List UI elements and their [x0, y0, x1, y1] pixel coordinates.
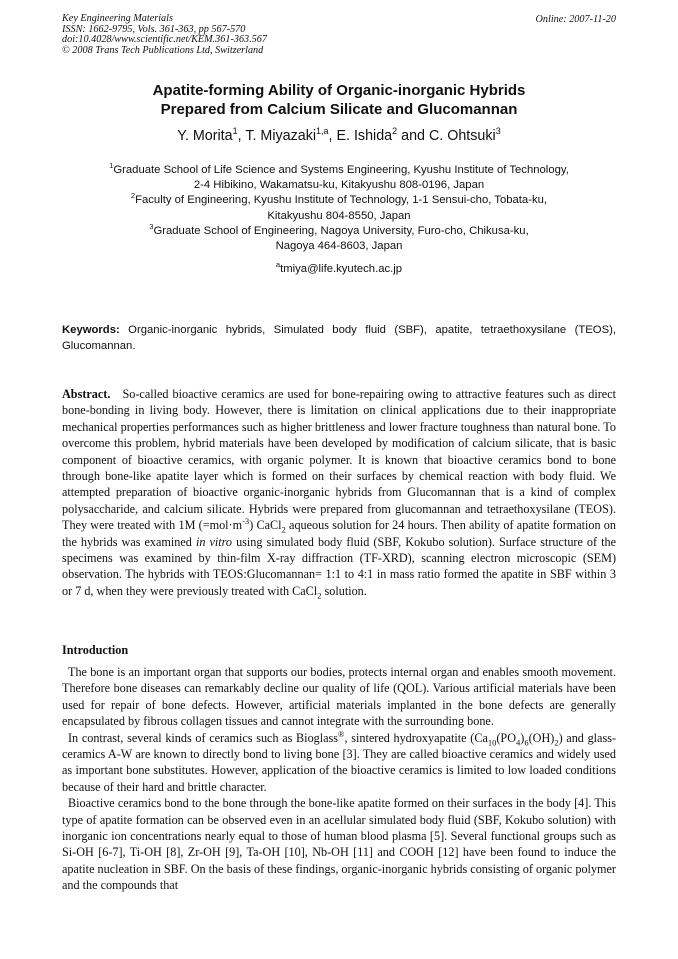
keywords-label: Keywords:: [62, 324, 120, 336]
abstract-sup-1: -3: [242, 516, 250, 527]
affiliation-2: [62, 193, 616, 223]
abstract-text-2: ) CaCl: [249, 518, 282, 533]
intro-p2-text-f: ) and glass-ceramics A-W are known to directly bond to living bone [3]. They are called bioactive ceramics and widely used as important bone substitutes. However, application of the bioactive ceramics is limited to low loaded conditions because of their hard and brittle character.: [62, 730, 617, 794]
online-date: Online: 2007-11-20: [535, 14, 616, 25]
author-and: and: [401, 128, 425, 144]
corresponding-email: [62, 260, 616, 275]
abstract-sub-2: 2: [317, 590, 322, 601]
intro-p2-text-c: (PO: [496, 730, 517, 745]
affiliation-2-line-2: Kitakyushu 804-8550, Japan: [267, 209, 411, 222]
affiliation-list: [62, 163, 616, 254]
journal-name: Key Engineering Materials: [62, 13, 173, 24]
keywords-text: Organic-inorganic hybrids, Simulated body fluid (SBF), apatite, tetraethoxysilane (TEOS), Glucomannan.: [62, 324, 617, 352]
abstract-paragraph: [62, 386, 616, 599]
email-address[interactable]: tmiya@life.kyutech.ac.jp: [280, 263, 403, 275]
introduction-body: [62, 664, 616, 894]
affiliation-1-line-1: Graduate School of Life Science and Systems Engineering, Kyushu Institute of Technology,: [113, 164, 569, 176]
intro-paragraph-2: [62, 730, 616, 796]
registered-mark: ®: [338, 728, 345, 739]
journal-issn: ISSN: 1662-9795, Vols. 361-363, pp 567-570: [62, 23, 246, 35]
author-3: E. Ishida: [336, 128, 393, 144]
intro-paragraph-3: Bioactive ceramics bond to the bone through the bone-like apatite formed on their surfaces in the body [4]. This type of apatite formation can be observed even in an acellular simulated body fluid (SBF, Kokubo solution) with inorganic ion concentrations nearly equal to those of human blood plasma [5]. Several functional groups such as Si-OH [6-7], Ti-OH [8], Zr-OH [9], Ta-OH [10], Nb-OH [11] and COOH [12] have been found to induce the apatite nucleation in SBF. On the basis of these findings, organic-inorganic hybrids consisting of organic polymer and the compounds that: [62, 796, 616, 893]
intro-p2-text-d: ): [520, 730, 525, 745]
abstract-text-1: So-called bioactive ceramics are used for bone-repairing owing to attractive features such as direct bone-bonding in living body. However, there is limitation on clinical applications due to their inappropriate mechanical properties performances such as higher brittleness and lower fracture toughness than natural bone. To overcome this problem, hybrid materials have been developed by modification of calcium silicate, that is basic component of bioactive ceramics, with organic polymer. It is known that bioactive ceramics bond to bone through bone-like apatite layer which is formed on their surfaces by chemical reaction with body fluid. We attempted preparation of bioactive organic-inorganic hybrids from Glucomannan that is a kind of complex polysaccharide, and calcium silicate. Hybrids were prepared from glucomannan and tetraethoxysilane (TEOS). They were treated with 1M (=mol·m: [62, 387, 617, 533]
affiliation-1-sup: 1: [109, 161, 114, 171]
affiliation-2-line-1: Faculty of Engineering, Kyushu Institute of Technology, 1-1 Sensui-cho, Tobata-ku,: [135, 194, 548, 207]
affiliation-1-line-2: 2-4 Hibikino, Wakamatsu-ku, Kitakyushu 808-0196, Japan: [193, 179, 485, 192]
abstract-italic: in vitro: [195, 534, 233, 549]
email-sup: a: [275, 260, 281, 270]
affiliation-3-sup: 3: [149, 222, 154, 232]
abstract-text-5: solution.: [321, 583, 367, 598]
intro-p2-sub-1: 10: [487, 737, 497, 748]
intro-p2-text-a: In contrast, several kinds of ceramics such as Bioglass: [68, 730, 339, 745]
keywords: [62, 322, 616, 354]
affiliation-3: [62, 224, 616, 254]
affiliation-2-sup: 2: [130, 191, 136, 201]
author-1: Y. Morita: [177, 128, 233, 144]
intro-p2-sub-4: 2: [554, 737, 559, 748]
affiliation-3-line-1: Graduate School of Engineering, Nagoya University, Furo-cho, Chikusa-ku,: [153, 224, 529, 237]
affiliation-1: [62, 163, 616, 193]
paper-title: [62, 82, 616, 119]
author-4-sup: 3: [495, 126, 501, 137]
intro-p2-sub-2: 4: [516, 737, 521, 748]
journal-doi: doi:10.4028/www.scientific.net/KEM.361-363.567: [62, 34, 267, 46]
author-3-sup: 2: [392, 126, 398, 137]
journal-header: [62, 14, 616, 56]
author-2: T. Miyazaki: [245, 128, 317, 144]
intro-p2-text-b: , sintered hydroxyapatite (Ca: [344, 730, 488, 745]
author-2-sup: 1,a: [316, 126, 329, 137]
author-1-sup: 1: [232, 126, 238, 137]
abstract: [62, 386, 616, 599]
abstract-label: Abstract.: [62, 387, 111, 401]
title-line-1: Apatite-forming Ability of Organic-inorganic Hybrids: [152, 82, 526, 99]
author-list: Y. Morita$^1$, T. Miyazaki$^{1,a}$, E. Ishida$^2$ and C. Ohtsuki$^3$: [177, 126, 501, 144]
intro-paragraph-1: The bone is an important organ that supports our bodies, protects internal organ and enables smooth movement. Therefore bone diseases can remarkably decline our quality of life (QOL). Various artificial materials have been used for repair of bone defects. However, artificial materials implanted in the bone defects are generally encapsulated by fibrous collagen tissues and cannot integrate with the surrounding bone.: [62, 665, 616, 729]
intro-p2-text-e: (OH): [528, 730, 555, 745]
author-4: C. Ohtsuki: [428, 128, 496, 144]
abstract-text-4: using simulated body fluid (SBF, Kokubo solution). Surface structure of the specimens was examined by thin-film X-ray diffraction (TF-XRD), scanning electron microscopic (SEM) observation. The hybrids with TEOS:Glucomannan= 1:1 to 4:1 in mass ratio formed the apatite in SBF within 3 or 7 d, when they were previously treated with CaCl: [62, 534, 617, 598]
abstract-text-3: aqueous solution for 24 hours. Then ability of apatite formation on the hybrids was examined: [62, 518, 616, 549]
introduction-heading: Introduction: [62, 643, 129, 657]
journal-copyright: © 2008 Trans Tech Publications Ltd, Switzerland: [62, 44, 264, 56]
title-line-2: Prepared from Calcium Silicate and Glucomannan: [160, 100, 518, 118]
abstract-sub-1: 2: [281, 524, 286, 535]
intro-p2-sub-3: 6: [524, 737, 529, 748]
affiliation-3-line-2: Nagoya 464-8603, Japan: [275, 240, 403, 253]
